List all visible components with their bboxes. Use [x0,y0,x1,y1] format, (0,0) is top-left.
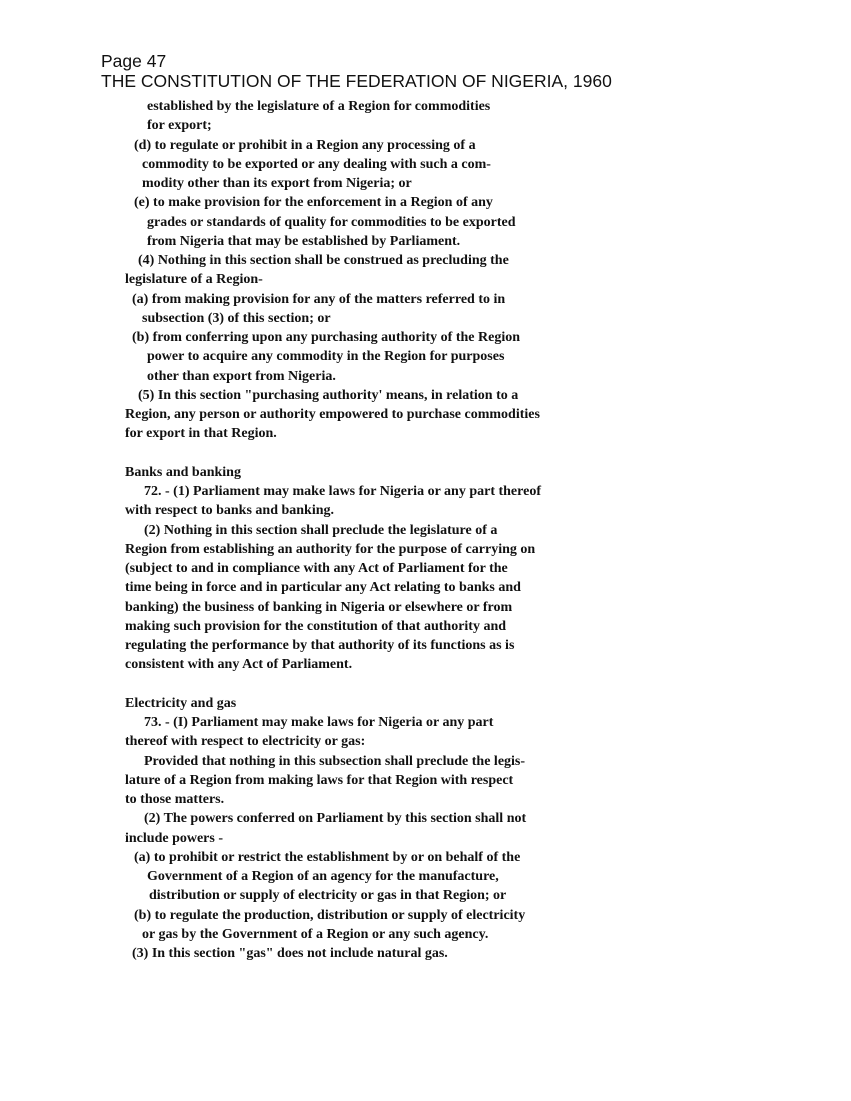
text-line: (b) from conferring upon any purchasing authority of the Region [132,330,521,345]
text-line: to those matters. [125,792,225,807]
text-line: grades or standards of quality for commodities to be exported [147,214,516,230]
text-line: from Nigeria that may be established by Parliament. [147,233,461,249]
text-line: making such provision for the constitution of that authority and [125,618,507,634]
text-line: (4) Nothing in this section shall be construed as precluding the [138,253,509,268]
page-label: Page 47 [101,51,167,71]
text-line: legislature of a Region- [125,272,263,288]
text-line: 72. - (1) Parliament may make laws for Nigeria or any part thereof [144,484,541,499]
text-line: (b) to regulate the production, distribution or supply of electricity [134,907,526,923]
text-line: consistent with any Act of Parliament. [125,657,353,673]
text-line: thereof with respect to electricity or gas: [125,734,366,750]
text-line: (a) from making provision for any of the matters referred to in [132,291,506,307]
text-line: subsection (3) of this section; or [142,310,331,326]
text-line: banking) the business of banking in Nigeria or elsewhere or from [125,599,513,615]
text-line: (2) Nothing in this section shall preclude the legislature of a [144,522,498,538]
text-line: Electricity and gas [125,695,237,711]
text-line: include powers - [125,830,223,846]
text-line: lature of a Region from making laws for that Region with respect [125,772,514,788]
text-line: (5) In this section "purchasing authority' means, in relation to a [138,387,519,403]
text-line: Region, any person or authority empowered to purchase commodities [125,407,540,422]
text-line: (3) In this section "gas" does not include natural gas. [132,946,448,961]
document-title: THE CONSTITUTION OF THE FEDERATION OF NIGERIA, 1960 [101,71,612,91]
text-line: regulating the performance by that authority of its functions as is [125,638,515,653]
text-line: Region from establishing an authority for the purpose of carrying on [125,541,536,557]
text-line: (2) The powers conferred on Parliament by this section shall not [144,811,527,827]
text-line: (a) to prohibit or restrict the establishment by or on behalf of the [134,849,521,865]
text-line: or gas by the Government of a Region or any such agency. [142,926,489,942]
text-line: commodity to be exported or any dealing with such a com- [142,156,491,172]
page-header [101,51,612,91]
text-line: for export in that Region. [125,426,277,442]
text-line: (d) to regulate or prohibit in a Region any processing of a [134,137,476,153]
text-line: (subject to and in compliance with any Act of Parliament for the [125,561,508,576]
text-line: Banks and banking [125,464,241,480]
text-line: distribution or supply of electricity or gas in that Region; or [149,888,507,904]
text-line: (e) to make provision for the enforcement in a Region of any [134,195,493,211]
text-line: 73. - (I) Parliament may make laws for Nigeria or any part [144,715,494,730]
text-line: Provided that nothing in this subsection shall preclude the legis- [144,753,526,769]
text-line: established by the legislature of a Region for commodities [147,99,491,114]
text-line: power to acquire any commodity in the Region for purposes [147,349,505,365]
text-line: Government of a Region of an agency for the manufacture, [147,869,499,884]
text-line: time being in force and in particular any Act relating to banks and [125,580,521,596]
text-line: for export; [147,118,212,134]
text-line: other than export from Nigeria. [147,368,336,384]
text-line: with respect to banks and banking. [125,503,335,519]
text-line: modity other than its export from Nigeria; or [142,176,412,191]
